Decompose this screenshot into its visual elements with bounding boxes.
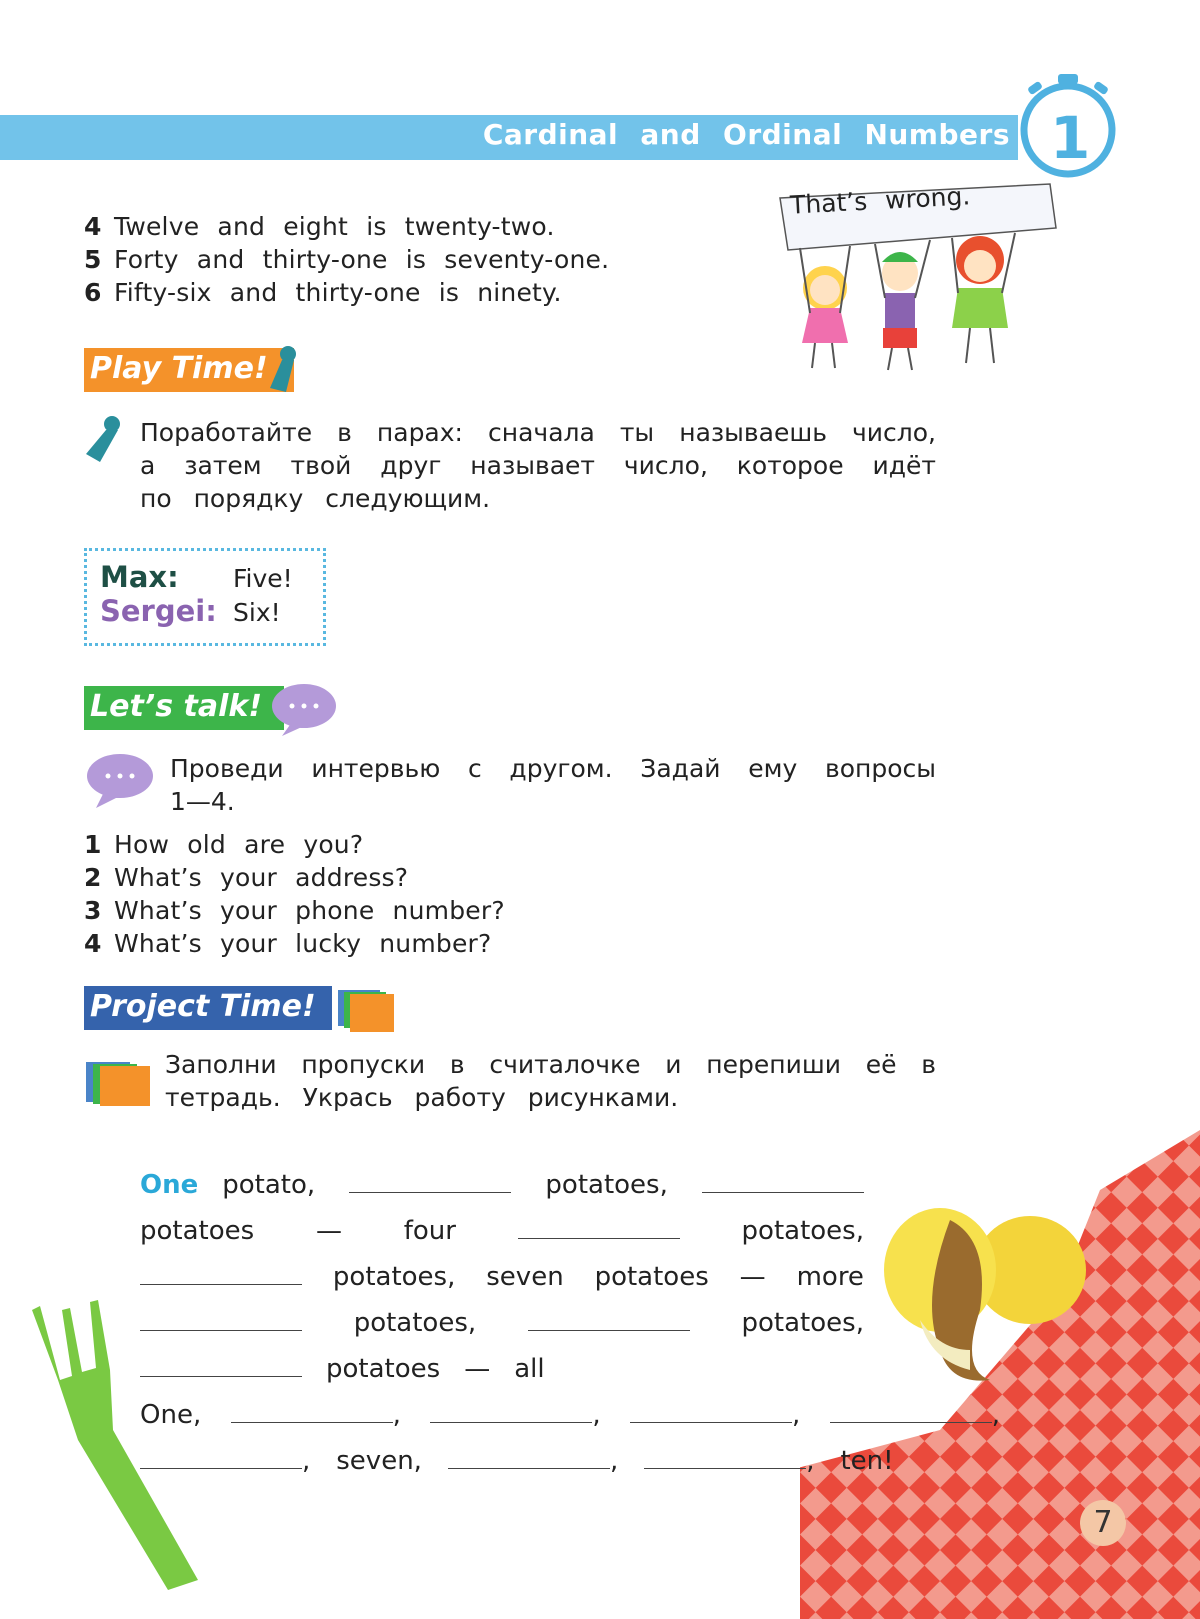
- speaker-sergei: Sergei:: [100, 594, 217, 628]
- lets-talk-badge: Let’s talk!: [84, 686, 284, 730]
- rhyme-line: potatoes — four potatoes,: [140, 1216, 864, 1246]
- rhyme-line: One potato, potatoes,: [140, 1162, 864, 1208]
- blank-field[interactable]: [644, 1448, 806, 1469]
- speech-bubble-icon: [84, 752, 156, 810]
- speaker-max: Max:: [100, 560, 179, 594]
- play-time-badge: Play Time!: [84, 348, 294, 392]
- rhyme-line: potatoes — all: [140, 1346, 864, 1392]
- blank-field[interactable]: [140, 1310, 302, 1331]
- list-item: 2 What’s your address?: [84, 863, 409, 892]
- blank-field[interactable]: [140, 1356, 302, 1377]
- potato-icon: [880, 1200, 1090, 1390]
- blank-field[interactable]: [830, 1402, 992, 1423]
- blank-field[interactable]: [231, 1402, 393, 1423]
- folders-icon: [336, 982, 398, 1034]
- blank-field[interactable]: [448, 1448, 610, 1469]
- blank-field[interactable]: [349, 1172, 511, 1193]
- dialog-line: Five!: [233, 564, 293, 593]
- blank-field[interactable]: [518, 1218, 680, 1239]
- play-time-instruction: Поработайте в парах: сначала ты называешь число, а затем твой друг называет число, которое идёт по порядку следующим.: [140, 418, 936, 513]
- game-pawn-icon: [84, 414, 124, 466]
- rhyme-block: [140, 1162, 864, 1392]
- list-item: 4 Twelve and eight is twenty-two.: [84, 212, 555, 241]
- blank-field[interactable]: [140, 1264, 302, 1285]
- list-item: 5 Forty and thirty-one is seventy-one.: [84, 245, 610, 274]
- list-item: 6 Fifty-six and thirty-one is ninety.: [84, 278, 562, 307]
- project-time-badge: Project Time!: [84, 986, 332, 1030]
- page-title: Cardinal and Ordinal Numbers: [482, 118, 1010, 151]
- blank-field[interactable]: [630, 1402, 792, 1423]
- sign-text: That’s wrong.: [789, 181, 971, 220]
- folders-icon: [84, 1052, 154, 1110]
- rhyme-line: potatoes, seven potatoes — more: [140, 1254, 864, 1300]
- dialog-line: Six!: [233, 598, 281, 627]
- game-pawn-icon: [266, 344, 302, 396]
- rhyme-count-line: One, , , , , , seven, , , ten!: [140, 1400, 1000, 1476]
- list-item: 1 How old are you?: [84, 830, 364, 859]
- rhyme-line: potatoes, potatoes,: [140, 1300, 864, 1346]
- blank-field[interactable]: [702, 1172, 864, 1193]
- questions-list: [84, 828, 505, 960]
- speech-bubble-icon: [268, 682, 338, 738]
- list-item: 4 What’s your lucky number?: [84, 929, 492, 958]
- blank-field[interactable]: [528, 1310, 690, 1331]
- statements-list: [84, 210, 609, 309]
- rhyme-one: One: [140, 1170, 199, 1200]
- blank-field[interactable]: [140, 1448, 302, 1469]
- list-item: 3 What’s your phone number?: [84, 896, 505, 925]
- project-time-instruction: Заполни пропуски в считалочке и перепиши её в тетрадь. Укрась работу рисунками.: [165, 1050, 936, 1112]
- blank-field[interactable]: [430, 1402, 592, 1423]
- page-number: 7: [1080, 1500, 1126, 1546]
- unit-number: 1: [1050, 104, 1091, 172]
- lets-talk-instruction: Проведи интервью с другом. Задай ему вопросы 1—4.: [170, 754, 936, 816]
